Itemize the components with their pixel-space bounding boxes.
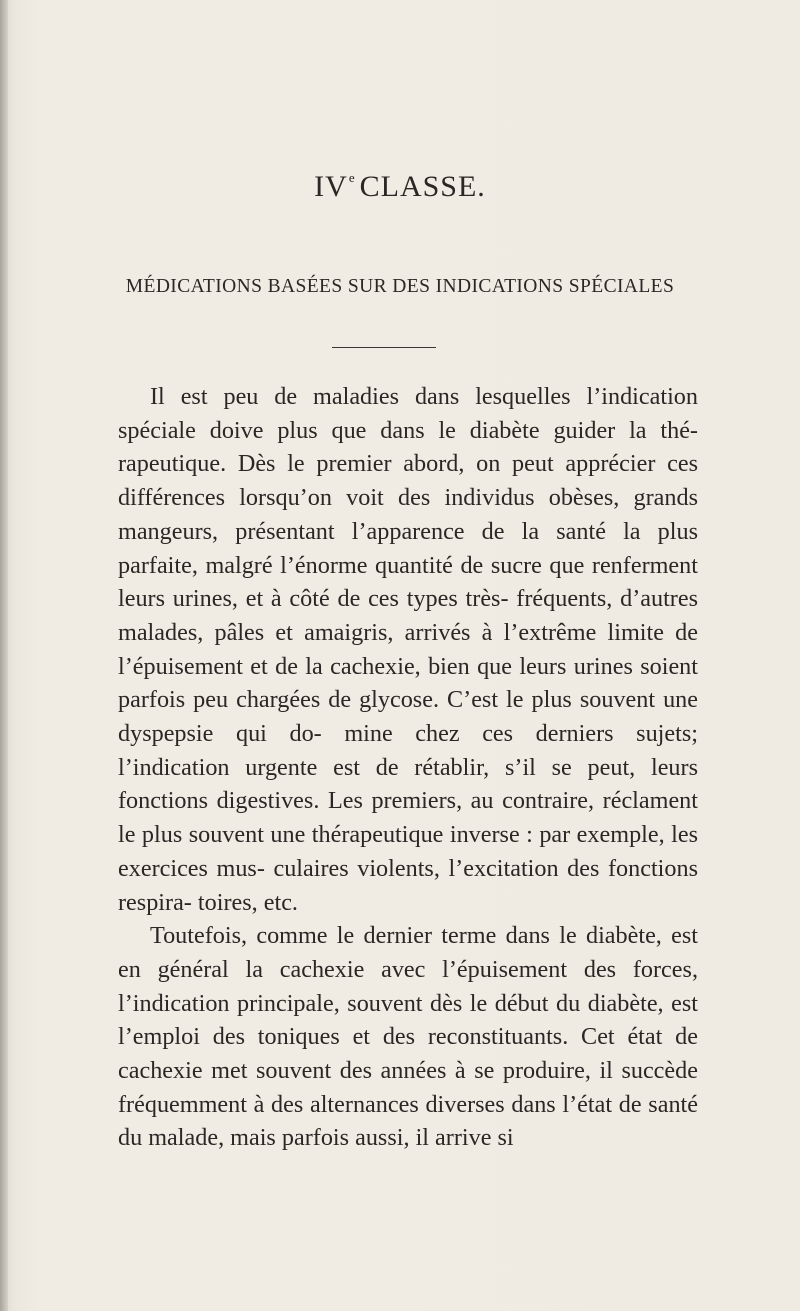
class-heading — [0, 170, 800, 204]
paragraph-2: Toutefois, comme le dernier terme dans le diabète, est en général la cachexie avec l’épuisement des forces, l’indication principale, souvent dès le début du diabète, est l’emploi des toniques et des reconstituants. Cet état de cachexie met souvent des années à se produire, il succède fréquemment à des alternances diverses dans l’état de santé du malade, mais parfois aussi, il arrive si — [118, 922, 698, 1152]
divider-rule — [332, 347, 436, 348]
section-subtitle: MÉDICATIONS BASÉES SUR DES INDICATIONS SPÉCIALES — [125, 276, 675, 297]
class-word: CLASSE. — [359, 170, 486, 203]
paragraph-1: Il est peu de maladies dans lesquelles l’indication spéciale doive plus que dans le diabète guider la thé- rapeutique. Dès le premier abord, on peut apprécier ces différences lorsqu’on voit des individus obèses, grands mangeurs, présentant l’apparence de la santé la plus parfaite, malgré l’énorme quantité de sucre que renferment leurs urines, et à côté de ces types très- fréquents, d’autres malades, pâles et amaigris, arrivés à l’extrême limite de l’épuisement et de la cachexie, bien que leurs urines soient parfois peu chargées de glycose. C’est le plus souvent une dyspepsie qui do- mine chez ces derniers sujets; l’indication urgente est de rétablir, s’il se peut, leurs fonctions digestives. Les premiers, au contraire, réclament le plus souvent une thérapeutique inverse : par exemple, les exercices mus- culaires violents, l’excitation des fonctions respira- toires, etc. — [118, 383, 698, 916]
class-numeral: IV — [314, 170, 348, 203]
class-numeral-superscript: e — [348, 170, 356, 185]
body-text — [118, 380, 698, 1155]
